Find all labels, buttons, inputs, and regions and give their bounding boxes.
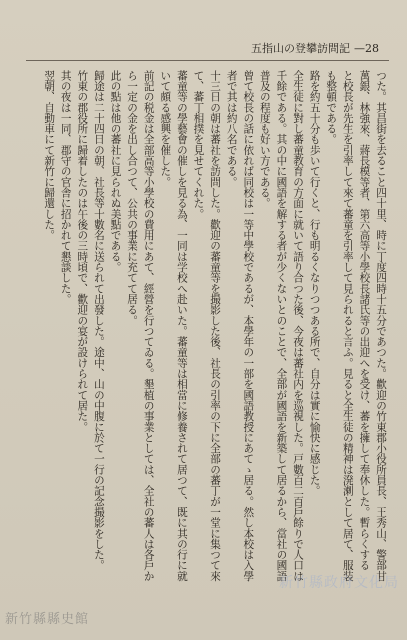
- paragraph: 蕃童等の學藝會の催しを見る為、一同は学校へ赴いた。蕃童等は相當に修養されて居つて、既に其の行に就いて頗る感興を催した。: [159, 70, 188, 582]
- paragraph: 全生徒に對し蕃童教育の方面に就いて語り合つた後、今夜は蕃社内を巡視した。戸數百二百戶餘りで人口は千餘である。其の中に國語を解する者が少くないとのことで、全部が國語を新築して居るから、當社の國語普及の程度も好い方である。: [258, 70, 305, 582]
- paragraph: 其の夜は一同、郡守の官舎に招かれて懇談した。: [59, 70, 72, 305]
- paragraph: つた。其昌街を去ること四十里、時に丁度四時十五分であつた。歡迎の竹東郡小役所員長、王秀山、警部甘萬銀、林強來、蔣長模等者、第六高等小學校長諸氏等の出迎へを受け、蕃を擁して奉休した。暫らくする と校長が先生を引率して來て蕃童を引率して見られると言ふ。見ると全生徒の精神は溌溂として居て、服装も整頓である。: [325, 70, 387, 582]
- paragraph: 此の點は他の蕃社に見られぬ美點である。: [109, 70, 122, 273]
- running-header: [180, 40, 379, 56]
- header-rule: [26, 60, 389, 61]
- paragraph: 曾て校長の話に依れば同校は一等中學校であるが、本學年の一部を國語教授にあてゝ居る。然し本校は入學者で其は約八名である。: [225, 70, 255, 582]
- paragraph: 前記の税金は全部高等小學校の費用にあて、經營を行つてゐる。墾植の事業としては、全社の蕃人は各戶から一定の金を出し合つて、公共の事業に充てて居る。: [126, 70, 155, 582]
- header-title: 五指山の登攀訪問記: [251, 42, 350, 55]
- paragraph: 翌朝、自動車にて新竹に歸還した。: [43, 70, 56, 241]
- paragraph: 歸途は二十四日の朝、社長等十數名に送られて出發した。途中、山の中腹に於て一行の記念撮影をした。: [92, 70, 105, 571]
- paragraph: 路を約五十分も歩いて行くと、行も明るくなりつつある所で、自分は實に愉快に感じた。: [308, 70, 321, 496]
- paragraph: 竹東の郡役所に歸着したのは午後の三時頃で、歡迎の宴が設けられて居た。: [76, 70, 89, 433]
- page-number: —28: [354, 42, 379, 55]
- body-text: [27, 70, 389, 590]
- watermark-archive-stamp: 新竹縣縣史館: [5, 612, 90, 627]
- paragraph: 十三日の朝は蕃社を訪問した。歡迎の蕃童等を撮影した後、社長の引率の下に全部の蕃丁が一堂に集つて來て、蕃丁相撲を見せてくれた。: [192, 70, 222, 582]
- watermark-archive-logo: 新竹縣政府文化局: [279, 575, 399, 591]
